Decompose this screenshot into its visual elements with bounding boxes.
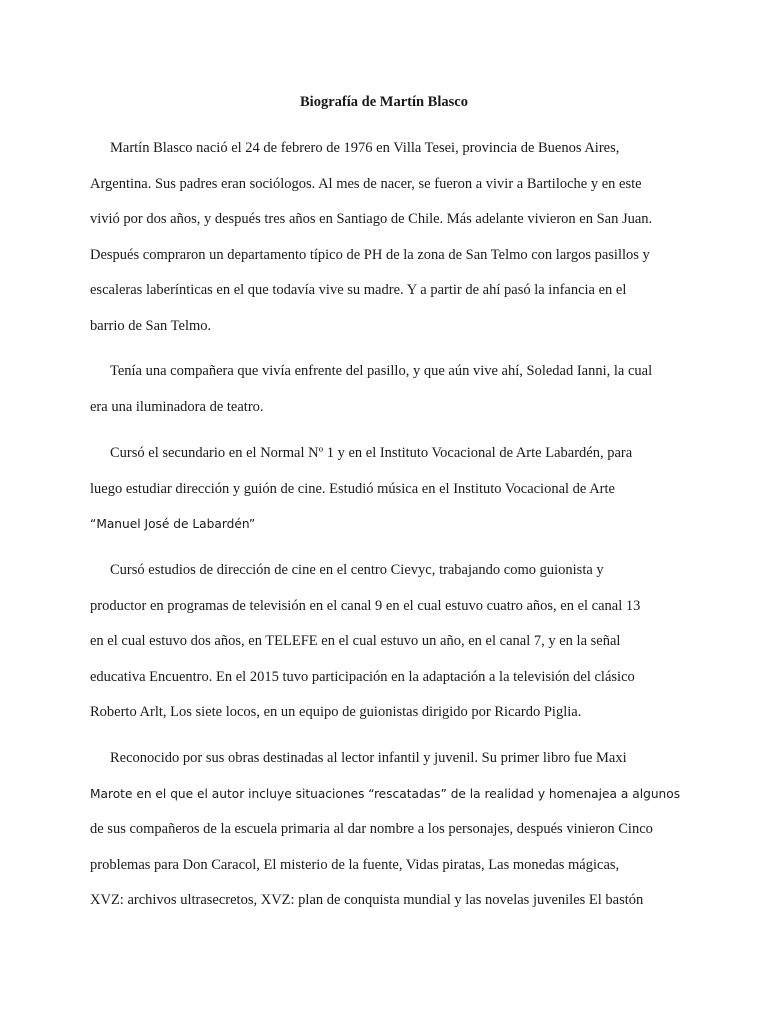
paragraph-line: escaleras laberínticas en el que todavía vive su madre. Y a partir de ahí pasó la infancia en el	[90, 282, 627, 298]
paragraph-line: Roberto Arlt, Los siete locos, en un equipo de guionistas dirigido por Ricardo Piglia.	[90, 704, 582, 720]
paragraph-line: Cursó estudios de dirección de cine en el centro Cievyc, trabajando como guionista y	[110, 562, 604, 578]
paragraph-line: problemas para Don Caracol, El misterio de la fuente, Vidas piratas, Las monedas mágicas,	[90, 856, 620, 873]
paragraph-line: Cursó el secundario en el Normal Nº 1 y en el Instituto Vocacional de Arte Labardén, para	[110, 445, 633, 461]
paragraph-line: Argentina. Sus padres eran sociólogos. Al mes de nacer, se fueron a vivir a Bartiloche y en este	[90, 175, 642, 192]
paragraph-line: “Manuel José de Labardén”	[90, 517, 256, 531]
paragraph-line: Martín Blasco nació el 24 de febrero de 1976 en Villa Tesei, provincia de Buenos Aires,	[110, 140, 620, 156]
paragraph-line: barrio de San Telmo.	[90, 317, 212, 334]
paragraph-line: vivió por dos años, y después tres años en Santiago de Chile. Más adelante vivieron en San Juan.	[90, 211, 653, 227]
paragraph-line: en el cual estuvo dos años, en TELEFE en el cual estuvo un año, en el canal 7, y en la señal	[90, 633, 621, 649]
paragraph-line: Tenía una compañera que vivía enfrente del pasillo, y que aún vive ahí, Soledad Ianni, la cual	[110, 363, 653, 379]
paragraph-line: era una iluminadora de teatro.	[90, 398, 264, 415]
paragraph-line: Marote en el que el autor incluye situaciones “rescatadas” de la realidad y homenajea a algunos	[90, 786, 681, 801]
paragraph-1	[90, 131, 690, 344]
paragraph-line: educativa Encuentro. En el 2015 tuvo participación en la adaptación a la televisión del clásico	[90, 668, 635, 685]
paragraph-5	[90, 741, 690, 919]
paragraph-4	[90, 553, 690, 731]
paragraph-line: de sus compañeros de la escuela primaria al dar nombre a los personajes, después vinieron Cinco	[90, 821, 653, 837]
paragraph-line: Después compraron un departamento típico de PH de la zona de San Telmo con largos pasillos y	[90, 246, 650, 263]
paragraph-line: luego estudiar dirección y guión de cine. Estudió música en el Instituto Vocacional de Arte	[90, 480, 615, 497]
paragraph-line: XVZ: archivos ultrasecretos, XVZ: plan de conquista mundial y las novelas juveniles El bastón	[90, 892, 644, 908]
paragraph-3	[90, 436, 690, 543]
paragraph-line: Reconocido por sus obras destinadas al lector infantil y juvenil. Su primer libro fue Maxi	[110, 750, 627, 766]
paragraph-line: productor en programas de televisión en el canal 9 en el cual estuvo cuatro años, en el canal 13	[90, 597, 641, 614]
paragraph-2	[90, 354, 690, 425]
document-title: Biografía de Martín Blasco	[300, 94, 468, 110]
